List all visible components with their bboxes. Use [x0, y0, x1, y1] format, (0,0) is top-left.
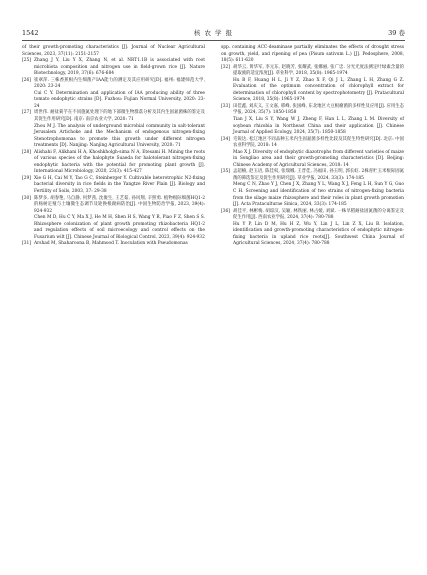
reference-text: Alishahi F, Alikhani H A, Khoshkholgh-sima N A, Etesami H. Mining the roots of various species of the halophyte Suaeda for halotolerant nitrogen-fixing endophytic bacteria with the potential for promoting plant growth [J]. International Microbiology, 2020, 23(3): 415-427 [34, 149, 205, 175]
reference-entry [22, 176, 205, 196]
reference-number: [27] [22, 110, 31, 116]
reference-text: 周世伟. 耐盐菊芋在不同施氮处理下的地下部微生物群落分析及其内生固氮菌株的鉴定及其促生作用研究[D]. 南京: 南京农业大学, 2020: 71 Zhou M J. The analysis of underground microbial community in salt-tolerant Jerusalem Artichoke and the Mechanism of endogenous nitrogen-fixing Stenotrophomonas to promote this growth under different nitrogen treatments [D]. Nanjing: Nanjing Agricultural University, 2020: 71 [34, 110, 205, 149]
reference-number: [26] [22, 77, 31, 83]
reference-text: 毛锐达. 松辽地区不同品种玉米内生固氮菌多样性比较及其促生特性研究[D]. 北京: 中国农业科学院, 2018: 14 Mao X J. Diversity of endophytic diazotrophs from different varieties of maize in Songliao area and their growth-promoting characteristics [D]. Beijing: Chinese Academy of Agricultural Sciences, 2018: 14 [233, 136, 404, 168]
reference-entry [22, 150, 205, 176]
reference-entry [22, 78, 205, 111]
reference-text: Arshad M, Shaharoona B, Mahmood T. Inoculation with Pseudomonas [34, 241, 188, 247]
volume-label: 39 卷 [388, 29, 405, 37]
reference-text: 田佳鑫, 刘庆义, 王文嘉, 邢峰, 张国峰, 东北地区大豆根瘤菌的多样性及应用[J]. 应用生态学报, 2024, 35(7): 1850-1858 Tian J X, Liu S Y, Wang W J, Zheng F, Han L L, Zhang L M. Diversity of soybean rhizobia in Northeast China and their application [J]. Chinese Journal of Applied Ecology, 2024, 35(7): 1850-1858 [233, 103, 404, 136]
reference-entry [22, 58, 205, 78]
left-reference-column [22, 45, 205, 248]
reference-entry [22, 110, 205, 149]
reference-entry [22, 196, 205, 242]
reference-number: [30] [22, 195, 31, 201]
reference-text: Xie G H, Cai M Y, Tao G C, Steinberger Y. Cultivable heterotrophic N2-fixing bacterial diversity in rice fields in the Yangtze River Plain [J]. Biology and Fertility of Soils, 2003, 37: 29-38 [34, 175, 205, 195]
reference-number: [36] [221, 208, 230, 214]
right-reference-column [221, 45, 404, 248]
page-number: 1542 [22, 29, 39, 37]
reference-number: [34] [221, 136, 230, 142]
reference-continuation [221, 45, 404, 65]
header-rule [22, 40, 405, 41]
reference-number: [25] [22, 58, 31, 64]
reference-continuation [22, 45, 205, 58]
reference-number: [32] [221, 64, 230, 70]
reference-number: [35] [221, 169, 230, 175]
running-header [22, 27, 405, 39]
reference-text: 胡佳平, 林彬梅, 胡琼汉, 吴颖, 林铁丽, 林占媛, 刘斌. 一株旱稻耐盐固氮菌的分离鉴定及促生作用[J]. 西南农业学报, 2024, 37(4): 780-788 Hu Y P, Lin D M, Hu H Z, Wu Y, Lin J L, Lin Z X, Liu B. Isolation, identification and growth-promoting characteristics of endophytic nitrogen-fixing bacteria in upland rice roots[J]. Southwest China Journal of Agricultural Sciences, 2024, 37(4): 780-788 [233, 208, 404, 247]
reference-number: [29] [22, 175, 31, 181]
reference-entry [221, 104, 404, 137]
reference-text: spp. containing ACC-deaminase partially eliminates the effects of drought stress on growth, yield, and ripening of pea (Pisum sativum L.) [J]. Pedosphere, 2008, 18(5): 611-620 [221, 45, 404, 64]
reference-text: 崔翠萍. 三株香蕉根内生细菌产IAA能力的测定及其应用研究[D]. 福州: 福建师范大学, 2020: 23-24 Cui C Y. Determination and application of IAA producing ability of three tomato endophytic strains [D]. Fuzhou: Fujian Normal University, 2020: 23-24 [34, 77, 205, 109]
reference-text: Zhang J Y, Liu Y X, Zhang N, et al. NRT1.1B is associated with root microbiota composition and nitrogen use in field-grown rice [J]. Nature Biotechnology, 2019, 37(6): 676-684 [34, 58, 205, 77]
reference-text: 孟超楠, 赵玉语, 陈佳权, 张瑞娜, 王晋佳, 冯福田, 孙玉明, 郭长虹. 2株青贮玉米根际固氮菌的筛选鉴定及促生作用研究[J]. 草业学报, 2024, 33(3): 174-185 Meng C N, Zhao Y J, Chen J X, Zhang Y L, Wang X J, Feng L H, Sun Y G, Guo C H. Screening and identification of two strains of nitrogen-fixing bacteria from the silage maize rhizosphere and their roles in plant growth promotion [J]. Acta Prataculturae Sinica, 2024, 33(3): 174-185 [233, 169, 404, 208]
reference-entry [221, 137, 404, 170]
reference-text: of their growth-promoting characteristics [J]. Journal of Nuclear Agricultural Sciences, 2023, 37(11): 2151-2157 [22, 45, 205, 57]
reference-text: 胡华云, 黄华军, 李元东, 赵晓芳, 张耀武, 张娜丽, 张广忠. 分光光度法测定叶绿素含量的提取液的适宜浓度[J]. 草业科学, 2018, 35(8): 1965-1974 Hu B F, Huang H L, Ji Y Z, Zhao X F, Qi J L, Zhang L H, Zhang G Z. Evaluation of the optimum concentration of chlorophyll extract for determination of chlorophyll content by spectrophotometry [J]. Pratacultural Science, 2018, 35(8): 1965-1974 [233, 64, 404, 103]
reference-entry [221, 65, 404, 104]
reference-text: 陈梦多, 胡春艳, 马自静, 何梦茜, 沈俊生, 王艺茹, 孙风翔, 辛照勇. 植物根际细菌HQ1-2的杨树定殖与土壤微生态调节及轮换根腐病防治[J]. 中国生物防治学报, 2023, 39(4): 924-932 Chen M D, Hu C Y, Ma X J, He M H, Shen H S, Wang Y R, Piao F Z, Shen S S. Rhizosphere colonization of plant growth promoting rhizobacteria HQ1-2 and regulation effects of soil microecology and control effects on the Fusarium wilt [J]. Chinese Journal of Biological Control, 2023, 39(4): 924-932 [34, 195, 205, 240]
reference-number: [31] [22, 241, 31, 247]
reference-number: [28] [22, 149, 31, 155]
reference-entry [22, 241, 205, 248]
reference-entry [221, 209, 404, 248]
reference-number: [33] [221, 103, 230, 109]
reference-entry [221, 169, 404, 208]
journal-title: 核 农 学 报 [193, 29, 234, 37]
